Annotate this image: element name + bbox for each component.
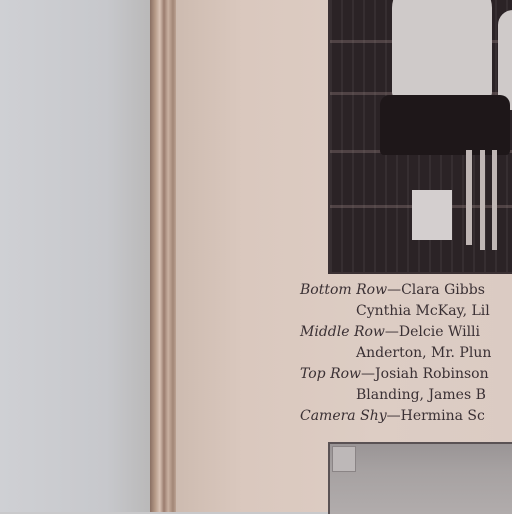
second-photo <box>328 442 512 514</box>
middle-row-cont: Anderton, Mr. Plun <box>356 345 492 361</box>
camera-shy-names: —Hermina Sc <box>386 408 485 424</box>
person-leg <box>480 150 485 250</box>
top-row-names: —Josiah Robinson <box>361 366 489 382</box>
caption-line-top-row-cont <box>300 385 512 406</box>
caption-line-middle-row-cont <box>300 343 512 364</box>
person-figure-dark <box>380 95 510 155</box>
caption-line-bottom-row <box>300 280 512 301</box>
middle-row-label: Middle Row <box>300 324 385 340</box>
person-leg <box>492 150 497 250</box>
caption-line-top-row <box>300 364 512 385</box>
caption-line-middle-row <box>300 322 512 343</box>
left-page <box>0 0 152 512</box>
top-row-cont: Blanding, James B <box>356 387 486 403</box>
photo-caption <box>300 280 512 427</box>
caption-line-bottom-row-cont <box>300 301 512 322</box>
caption-line-camera-shy <box>300 406 512 427</box>
bottom-row-cont: Cynthia McKay, Lil <box>356 303 490 319</box>
top-row-label: Top Row <box>300 366 362 382</box>
person-skirt <box>412 190 452 240</box>
middle-row-names: —Delcie Willi <box>384 324 481 340</box>
camera-shy-label: Camera Shy <box>300 408 387 424</box>
person-leg <box>466 150 472 245</box>
book-spine <box>150 0 178 512</box>
bottom-row-label: Bottom Row <box>300 282 388 298</box>
photo-detail <box>332 446 356 472</box>
person-figure <box>392 0 492 100</box>
bottom-row-names: —Clara Gibbs <box>387 282 485 298</box>
group-photo <box>328 0 512 274</box>
